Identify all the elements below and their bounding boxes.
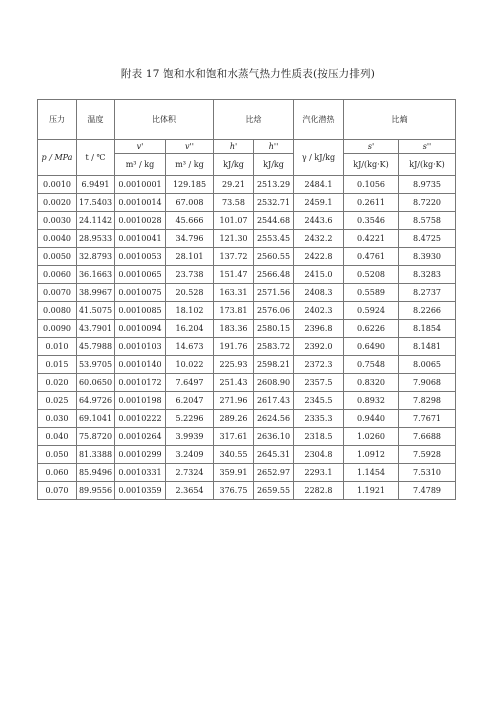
cell-h-vapor: 2645.31 xyxy=(254,446,294,464)
cell-h-vapor: 2636.10 xyxy=(254,428,294,446)
header-sym-h2: h'' xyxy=(254,140,294,154)
cell-h-vapor: 2598.21 xyxy=(254,356,294,374)
header-v2-unit: m³ / kg xyxy=(166,154,214,176)
cell-v-liquid: 0.0010198 xyxy=(115,392,166,410)
cell-latent-heat: 2402.3 xyxy=(294,302,344,320)
header-h1-unit: kJ/kg xyxy=(214,154,254,176)
table-row xyxy=(38,302,456,320)
header-p-unit: p / MPa xyxy=(38,140,77,176)
cell-s-liquid: 0.8932 xyxy=(344,392,399,410)
cell-s-liquid: 0.9440 xyxy=(344,410,399,428)
steam-properties-table xyxy=(37,99,456,500)
cell-v-liquid: 0.0010085 xyxy=(115,302,166,320)
table-row xyxy=(38,248,456,266)
table-title: 附表 17 饱和水和饱和水蒸气热力性质表(按压力排列) xyxy=(120,68,376,80)
cell-temperature: 32.8793 xyxy=(77,248,115,266)
cell-pressure: 0.015 xyxy=(38,356,77,374)
cell-latent-heat: 2422.8 xyxy=(294,248,344,266)
cell-v-vapor: 67.008 xyxy=(166,194,214,212)
cell-temperature: 38.9967 xyxy=(77,284,115,302)
cell-temperature: 64.9726 xyxy=(77,392,115,410)
cell-v-vapor: 20.528 xyxy=(166,284,214,302)
cell-v-liquid: 0.0010222 xyxy=(115,410,166,428)
cell-h-vapor: 2576.06 xyxy=(254,302,294,320)
cell-h-liquid: 289.26 xyxy=(214,410,254,428)
header-latent-heat: 汽化潜热 xyxy=(294,100,344,140)
cell-s-liquid: 0.8320 xyxy=(344,374,399,392)
cell-v-vapor: 23.738 xyxy=(166,266,214,284)
cell-s-vapor: 8.3283 xyxy=(399,266,456,284)
cell-s-vapor: 8.2737 xyxy=(399,284,456,302)
cell-v-vapor: 129.185 xyxy=(166,176,214,194)
cell-s-vapor: 7.6688 xyxy=(399,428,456,446)
cell-v-vapor: 14.673 xyxy=(166,338,214,356)
cell-v-liquid: 0.0010331 xyxy=(115,464,166,482)
cell-h-vapor: 2659.55 xyxy=(254,482,294,500)
cell-h-vapor: 2652.97 xyxy=(254,464,294,482)
cell-s-vapor: 8.3930 xyxy=(399,248,456,266)
cell-v-liquid: 0.0010014 xyxy=(115,194,166,212)
cell-s-liquid: 0.3546 xyxy=(344,212,399,230)
cell-h-vapor: 2553.45 xyxy=(254,230,294,248)
table-row xyxy=(38,320,456,338)
cell-v-liquid: 0.0010041 xyxy=(115,230,166,248)
cell-v-vapor: 3.9939 xyxy=(166,428,214,446)
cell-v-liquid: 0.0010053 xyxy=(115,248,166,266)
cell-h-vapor: 2566.48 xyxy=(254,266,294,284)
cell-pressure: 0.0010 xyxy=(38,176,77,194)
cell-pressure: 0.025 xyxy=(38,392,77,410)
cell-v-vapor: 10.022 xyxy=(166,356,214,374)
header-sym-s1: s' xyxy=(344,140,399,154)
cell-v-vapor: 16.204 xyxy=(166,320,214,338)
cell-temperature: 45.7988 xyxy=(77,338,115,356)
cell-temperature: 53.9705 xyxy=(77,356,115,374)
cell-latent-heat: 2415.0 xyxy=(294,266,344,284)
cell-s-liquid: 1.0260 xyxy=(344,428,399,446)
cell-h-vapor: 2583.72 xyxy=(254,338,294,356)
cell-latent-heat: 2484.1 xyxy=(294,176,344,194)
cell-s-vapor: 7.4789 xyxy=(399,482,456,500)
header-entropy: 比熵 xyxy=(344,100,456,140)
table-row xyxy=(38,194,456,212)
cell-pressure: 0.0060 xyxy=(38,266,77,284)
cell-v-vapor: 5.2296 xyxy=(166,410,214,428)
header-sym-h1: h' xyxy=(214,140,254,154)
cell-h-liquid: 191.76 xyxy=(214,338,254,356)
header-s1-unit: kJ/(kg·K) xyxy=(344,154,399,176)
cell-pressure: 0.020 xyxy=(38,374,77,392)
cell-h-vapor: 2571.56 xyxy=(254,284,294,302)
cell-pressure: 0.0040 xyxy=(38,230,77,248)
cell-temperature: 6.9491 xyxy=(77,176,115,194)
cell-h-liquid: 151.47 xyxy=(214,266,254,284)
table-row xyxy=(38,356,456,374)
cell-h-vapor: 2532.71 xyxy=(254,194,294,212)
cell-temperature: 28.9533 xyxy=(77,230,115,248)
cell-s-vapor: 8.5758 xyxy=(399,212,456,230)
table-row xyxy=(38,428,456,446)
cell-h-liquid: 137.72 xyxy=(214,248,254,266)
table-row xyxy=(38,392,456,410)
cell-s-vapor: 7.5310 xyxy=(399,464,456,482)
cell-s-liquid: 0.5924 xyxy=(344,302,399,320)
cell-s-liquid: 0.4221 xyxy=(344,230,399,248)
cell-v-liquid: 0.0010103 xyxy=(115,338,166,356)
cell-latent-heat: 2459.1 xyxy=(294,194,344,212)
cell-v-vapor: 2.3654 xyxy=(166,482,214,500)
cell-latent-heat: 2408.3 xyxy=(294,284,344,302)
table-body xyxy=(38,176,456,500)
cell-s-liquid: 0.5208 xyxy=(344,266,399,284)
cell-pressure: 0.040 xyxy=(38,428,77,446)
cell-h-vapor: 2617.43 xyxy=(254,392,294,410)
cell-s-liquid: 1.1454 xyxy=(344,464,399,482)
cell-temperature: 85.9496 xyxy=(77,464,115,482)
cell-h-liquid: 121.30 xyxy=(214,230,254,248)
cell-s-liquid: 0.6226 xyxy=(344,320,399,338)
cell-s-liquid: 0.7548 xyxy=(344,356,399,374)
cell-pressure: 0.0030 xyxy=(38,212,77,230)
cell-latent-heat: 2293.1 xyxy=(294,464,344,482)
cell-v-liquid: 0.0010075 xyxy=(115,284,166,302)
cell-v-vapor: 34.796 xyxy=(166,230,214,248)
header-sym-s2: s'' xyxy=(399,140,456,154)
cell-pressure: 0.060 xyxy=(38,464,77,482)
table-row xyxy=(38,266,456,284)
cell-pressure: 0.0050 xyxy=(38,248,77,266)
cell-v-liquid: 0.0010065 xyxy=(115,266,166,284)
cell-s-liquid: 0.6490 xyxy=(344,338,399,356)
header-v1-unit: m³ / kg xyxy=(115,154,166,176)
table-row xyxy=(38,230,456,248)
cell-v-liquid: 0.0010001 xyxy=(115,176,166,194)
cell-s-vapor: 7.9068 xyxy=(399,374,456,392)
cell-temperature: 24.1142 xyxy=(77,212,115,230)
cell-s-vapor: 8.4725 xyxy=(399,230,456,248)
cell-latent-heat: 2443.6 xyxy=(294,212,344,230)
cell-v-liquid: 0.0010094 xyxy=(115,320,166,338)
cell-latent-heat: 2372.3 xyxy=(294,356,344,374)
cell-s-liquid: 0.1056 xyxy=(344,176,399,194)
table-row xyxy=(38,338,456,356)
table-row xyxy=(38,284,456,302)
cell-s-liquid: 1.1921 xyxy=(344,482,399,500)
cell-pressure: 0.0020 xyxy=(38,194,77,212)
cell-temperature: 41.5075 xyxy=(77,302,115,320)
cell-s-liquid: 0.4761 xyxy=(344,248,399,266)
cell-temperature: 60.0650 xyxy=(77,374,115,392)
cell-temperature: 75.8720 xyxy=(77,428,115,446)
header-pressure: 压力 xyxy=(38,100,77,140)
table-row xyxy=(38,374,456,392)
header-specific-volume: 比体积 xyxy=(115,100,214,140)
cell-temperature: 43.7901 xyxy=(77,320,115,338)
cell-pressure: 0.050 xyxy=(38,446,77,464)
cell-pressure: 0.0090 xyxy=(38,320,77,338)
cell-s-vapor: 8.9735 xyxy=(399,176,456,194)
cell-v-liquid: 0.0010140 xyxy=(115,356,166,374)
cell-h-liquid: 163.31 xyxy=(214,284,254,302)
cell-s-vapor: 8.7220 xyxy=(399,194,456,212)
cell-v-liquid: 0.0010028 xyxy=(115,212,166,230)
cell-s-vapor: 7.7671 xyxy=(399,410,456,428)
cell-pressure: 0.0070 xyxy=(38,284,77,302)
table-row xyxy=(38,212,456,230)
cell-v-liquid: 0.0010359 xyxy=(115,482,166,500)
cell-h-vapor: 2544.68 xyxy=(254,212,294,230)
cell-v-vapor: 2.7324 xyxy=(166,464,214,482)
cell-s-vapor: 8.1481 xyxy=(399,338,456,356)
cell-s-liquid: 0.5589 xyxy=(344,284,399,302)
cell-pressure: 0.070 xyxy=(38,482,77,500)
cell-latent-heat: 2345.5 xyxy=(294,392,344,410)
cell-h-liquid: 340.55 xyxy=(214,446,254,464)
cell-h-liquid: 359.91 xyxy=(214,464,254,482)
table-row xyxy=(38,464,456,482)
cell-h-liquid: 101.07 xyxy=(214,212,254,230)
cell-h-vapor: 2580.15 xyxy=(254,320,294,338)
header-sym-v1: v' xyxy=(115,140,166,154)
table-row xyxy=(38,176,456,194)
cell-latent-heat: 2357.5 xyxy=(294,374,344,392)
cell-h-liquid: 183.36 xyxy=(214,320,254,338)
cell-latent-heat: 2318.5 xyxy=(294,428,344,446)
cell-temperature: 36.1663 xyxy=(77,266,115,284)
cell-s-vapor: 8.0065 xyxy=(399,356,456,374)
cell-temperature: 69.1041 xyxy=(77,410,115,428)
header-row-groups xyxy=(38,100,456,140)
header-row-symbols xyxy=(38,140,456,154)
cell-latent-heat: 2304.8 xyxy=(294,446,344,464)
cell-latent-heat: 2282.8 xyxy=(294,482,344,500)
cell-v-vapor: 18.102 xyxy=(166,302,214,320)
table-row xyxy=(38,446,456,464)
cell-latent-heat: 2335.3 xyxy=(294,410,344,428)
header-sym-v2: v'' xyxy=(166,140,214,154)
cell-s-liquid: 1.0912 xyxy=(344,446,399,464)
cell-h-liquid: 173.81 xyxy=(214,302,254,320)
cell-h-liquid: 251.43 xyxy=(214,374,254,392)
cell-h-liquid: 29.21 xyxy=(214,176,254,194)
cell-v-vapor: 6.2047 xyxy=(166,392,214,410)
cell-latent-heat: 2396.8 xyxy=(294,320,344,338)
cell-h-liquid: 225.93 xyxy=(214,356,254,374)
cell-pressure: 0.030 xyxy=(38,410,77,428)
cell-latent-heat: 2392.0 xyxy=(294,338,344,356)
cell-v-vapor: 7.6497 xyxy=(166,374,214,392)
cell-v-liquid: 0.0010299 xyxy=(115,446,166,464)
cell-h-vapor: 2513.29 xyxy=(254,176,294,194)
cell-v-liquid: 0.0010264 xyxy=(115,428,166,446)
header-temperature: 温度 xyxy=(77,100,115,140)
header-t-unit: t / ℃ xyxy=(77,140,115,176)
cell-temperature: 81.3388 xyxy=(77,446,115,464)
cell-s-liquid: 0.2611 xyxy=(344,194,399,212)
cell-temperature: 17.5403 xyxy=(77,194,115,212)
cell-v-vapor: 28.101 xyxy=(166,248,214,266)
cell-s-vapor: 7.8298 xyxy=(399,392,456,410)
cell-h-vapor: 2560.55 xyxy=(254,248,294,266)
cell-h-vapor: 2624.56 xyxy=(254,410,294,428)
cell-h-liquid: 73.58 xyxy=(214,194,254,212)
cell-h-liquid: 376.75 xyxy=(214,482,254,500)
header-h2-unit: kJ/kg xyxy=(254,154,294,176)
cell-s-vapor: 8.2266 xyxy=(399,302,456,320)
cell-h-vapor: 2608.90 xyxy=(254,374,294,392)
table-row xyxy=(38,482,456,500)
cell-v-vapor: 45.666 xyxy=(166,212,214,230)
cell-v-vapor: 3.2409 xyxy=(166,446,214,464)
cell-latent-heat: 2432.2 xyxy=(294,230,344,248)
cell-h-liquid: 271.96 xyxy=(214,392,254,410)
cell-s-vapor: 8.1854 xyxy=(399,320,456,338)
cell-temperature: 89.9556 xyxy=(77,482,115,500)
table-row xyxy=(38,410,456,428)
cell-h-liquid: 317.61 xyxy=(214,428,254,446)
cell-pressure: 0.010 xyxy=(38,338,77,356)
cell-v-liquid: 0.0010172 xyxy=(115,374,166,392)
header-s2-unit: kJ/(kg·K) xyxy=(399,154,456,176)
header-r-unit: γ / kJ/kg xyxy=(294,140,344,176)
cell-s-vapor: 7.5928 xyxy=(399,446,456,464)
header-enthalpy: 比焓 xyxy=(214,100,294,140)
cell-pressure: 0.0080 xyxy=(38,302,77,320)
